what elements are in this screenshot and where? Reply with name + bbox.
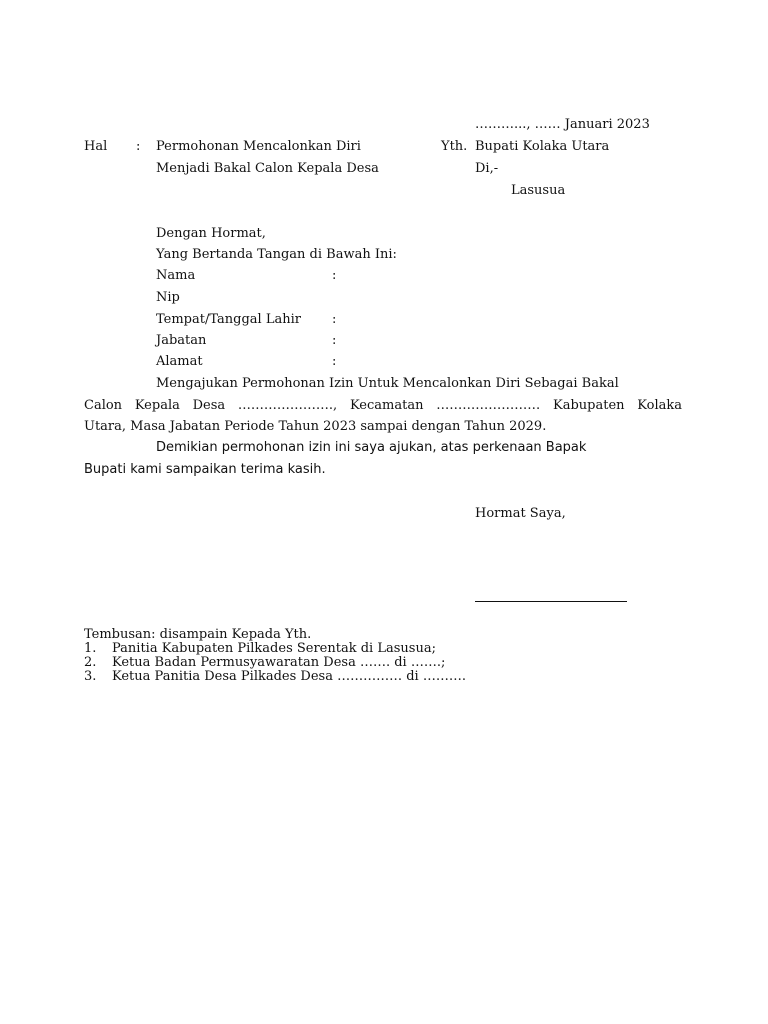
field-label-ttl: Tempat/Tanggal Lahir bbox=[156, 312, 301, 327]
cc-title: Tembusan: disampain Kepada Yth. bbox=[84, 627, 312, 642]
paragraph-2-line-1: Demikian permohonan izin ini saya ajukan, atas perkenaan Bapak bbox=[156, 440, 587, 455]
letter-date: ………..., …… Januari 2023 bbox=[475, 117, 650, 132]
cc-item-text: Panitia Kabupaten Pilkades Serentak di Lasusua; bbox=[112, 641, 436, 656]
field-colon-alamat: : bbox=[332, 354, 337, 369]
signature-line bbox=[475, 601, 627, 602]
subject-label: Hal bbox=[84, 139, 108, 154]
intro-line: Yang Bertanda Tangan di Bawah Ini: bbox=[156, 247, 397, 262]
field-label-alamat: Alamat bbox=[156, 354, 203, 369]
greeting: Dengan Hormat, bbox=[156, 226, 266, 241]
field-colon-ttl: : bbox=[332, 312, 337, 327]
cc-item-number: 1. bbox=[84, 641, 97, 656]
subject-line-1: Permohonan Mencalonkan Diri bbox=[156, 139, 361, 154]
cc-item-text: Ketua Badan Permusyawaratan Desa ……. di …….; bbox=[112, 655, 446, 670]
paragraph-1-line-1: Mengajukan Permohonan Izin Untuk Mencalonkan Diri Sebagai Bakal bbox=[156, 376, 619, 391]
field-label-nip: Nip bbox=[156, 290, 180, 305]
paragraph-1-line-3: Utara, Masa Jabatan Periode Tahun 2023 sampai dengan Tahun 2029. bbox=[84, 419, 547, 434]
cc-item-text: Ketua Panitia Desa Pilkades Desa …………… di ………. bbox=[112, 669, 466, 684]
recipient-at: Di,- bbox=[475, 161, 499, 176]
field-label-jabatan: Jabatan bbox=[156, 333, 207, 348]
cc-item-number: 2. bbox=[84, 655, 97, 670]
cc-item-number: 3. bbox=[84, 669, 97, 684]
subject-line-2: Menjadi Bakal Calon Kepala Desa bbox=[156, 161, 379, 176]
recipient-place: Lasusua bbox=[511, 183, 566, 198]
field-colon-nama: : bbox=[332, 268, 337, 283]
field-colon-jabatan: : bbox=[332, 333, 337, 348]
closing: Hormat Saya, bbox=[475, 506, 566, 521]
recipient-name: Bupati Kolaka Utara bbox=[475, 139, 610, 154]
paragraph-2-line-2: Bupati kami sampaikan terima kasih. bbox=[84, 462, 326, 477]
field-label-nama: Nama bbox=[156, 268, 196, 283]
paragraph-1-line-2: Calon Kepala Desa …………………., Kecamatan …………………… Kabupaten Kolaka bbox=[84, 398, 682, 413]
subject-colon: : bbox=[136, 139, 141, 154]
recipient-prefix: Yth. bbox=[441, 139, 468, 154]
